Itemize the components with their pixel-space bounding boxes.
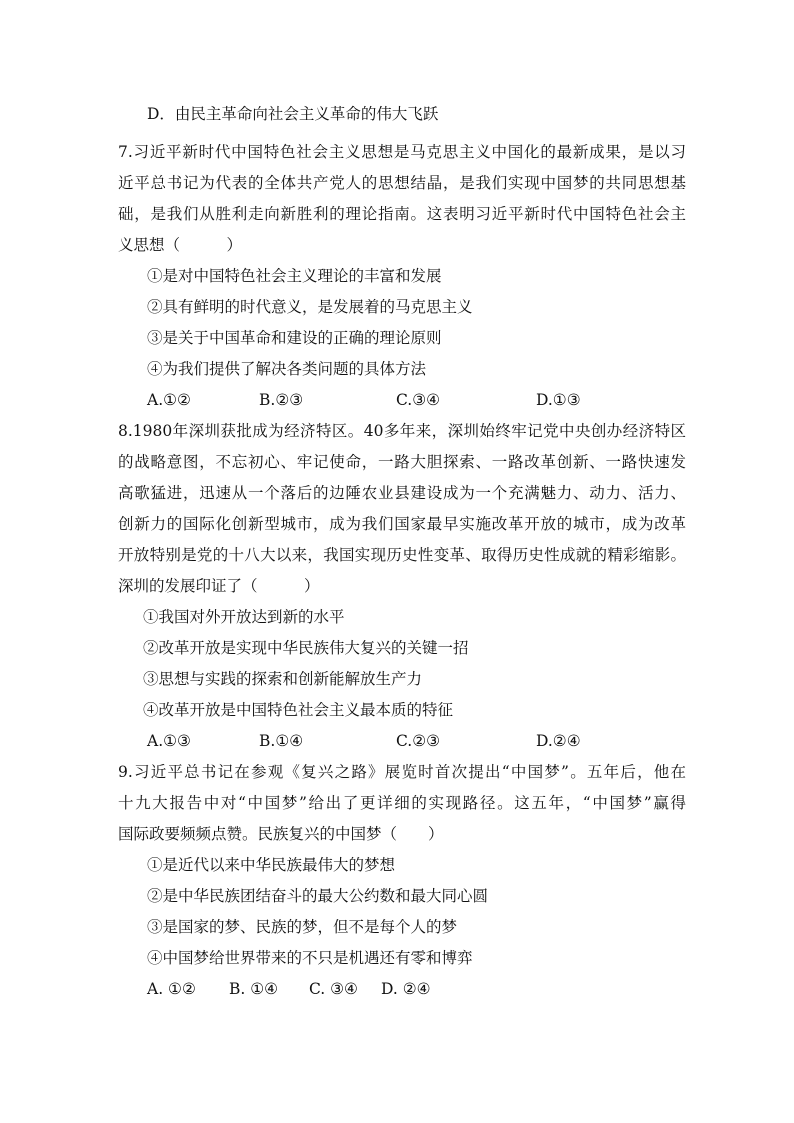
question-8-stem-line: 创新力的国际化创新型城市，成为我们国家最早实施改革开放的城市，成为改革 [118, 515, 686, 533]
question-9-statement: ③是国家的梦、民族的梦，但不是每个人的梦 [147, 918, 458, 936]
question-8-stem-line: 深圳的发展印证了（ ） [118, 577, 320, 595]
question-8-stem-line: 的战略意图，不忘初心、牢记使命，一路大胆探索、一路改革创新、一路快速发 [118, 453, 686, 471]
question-8-statement: ②改革开放是实现中华民族伟大复兴的关键一招 [143, 639, 469, 657]
question-8-stem-line: 高歌猛进，迅速从一个落后的边陲农业县建设成为一个充满魅力、动力、活力、 [118, 484, 686, 502]
question-7-stem-line: 近平总书记为代表的全体共产党人的思想结晶，是我们实现中国梦的共同思想基 [118, 174, 686, 192]
question-9-stem-line: 国际政要频频点赞。民族复兴的中国梦（ ） [118, 825, 444, 843]
question-8-choice-d[interactable]: D.②④ [536, 732, 581, 750]
question-7-stem-line: 础，是我们从胜利走向新胜利的理论指南。这表明习近平新时代中国特色社会主 [118, 205, 686, 223]
question-7-choice-a[interactable]: A.①② [147, 391, 191, 409]
question-7-statement: ④为我们提供了解决各类问题的具体方法 [147, 360, 427, 378]
question-9-stem-line: 十九大报告中对“中国梦”给出了更详细的实现路径。这五年，“中国梦”赢得 [118, 794, 686, 812]
question-7-choice-c[interactable]: C.③④ [396, 391, 441, 409]
question-8-choice-a[interactable]: A.①③ [147, 732, 191, 750]
question-8-statement: ③思想与实践的探索和创新能解放生产力 [143, 670, 423, 688]
prev-question-option-d: D．由民主革命向社会主义革命的伟大飞跃 [147, 105, 439, 123]
question-8-statement: ①我国对外开放达到新的水平 [143, 608, 345, 626]
question-9-statement: ①是近代以来中华民族最伟大的梦想 [147, 856, 396, 874]
question-8-stem-line: 开放特别是党的十八大以来，我国实现历史性变革、取得历史性成就的精彩缩影。 [118, 546, 686, 564]
question-9-statement: ④中国梦给世界带来的不只是机遇还有零和博弈 [147, 949, 473, 967]
question-8-statement: ④改革开放是中国特色社会主义最本质的特征 [143, 701, 454, 719]
question-8-choice-c[interactable]: C.②③ [396, 732, 441, 750]
question-9-statement: ②是中华民族团结奋斗的最大公约数和最大同心圆 [147, 887, 489, 905]
question-7-statement: ③是关于中国革命和建设的正确的理论原则 [147, 329, 442, 347]
question-7-choice-b[interactable]: B.②③ [259, 391, 304, 409]
question-9-choice-d[interactable]: D. ②④ [381, 980, 431, 998]
question-7-stem-line: 义思想（ ） [118, 236, 243, 254]
question-7-statement: ②具有鲜明的时代意义，是发展着的马克思主义 [147, 298, 473, 316]
question-9-choice-c[interactable]: C. ③④ [309, 980, 358, 998]
question-8-choice-b[interactable]: B.①④ [259, 732, 304, 750]
question-7-choice-d[interactable]: D.①③ [536, 391, 581, 409]
question-7-stem-line: 7.习近平新时代中国特色社会主义思想是马克思主义中国化的最新成果，是以习 [118, 143, 686, 161]
question-9-choice-a[interactable]: A. ①② [147, 980, 196, 998]
question-9-stem-line: 9.习近平总书记在参观《复兴之路》展览时首次提出“中国梦”。五年后，他在 [118, 763, 686, 781]
question-9-choice-b[interactable]: B. ①④ [229, 980, 279, 998]
question-7-statement: ①是对中国特色社会主义理论的丰富和发展 [147, 267, 442, 285]
question-8-stem-line: 8.1980年深圳获批成为经济特区。40多年来，深圳始终牢记党中央创办经济特区 [118, 422, 686, 440]
